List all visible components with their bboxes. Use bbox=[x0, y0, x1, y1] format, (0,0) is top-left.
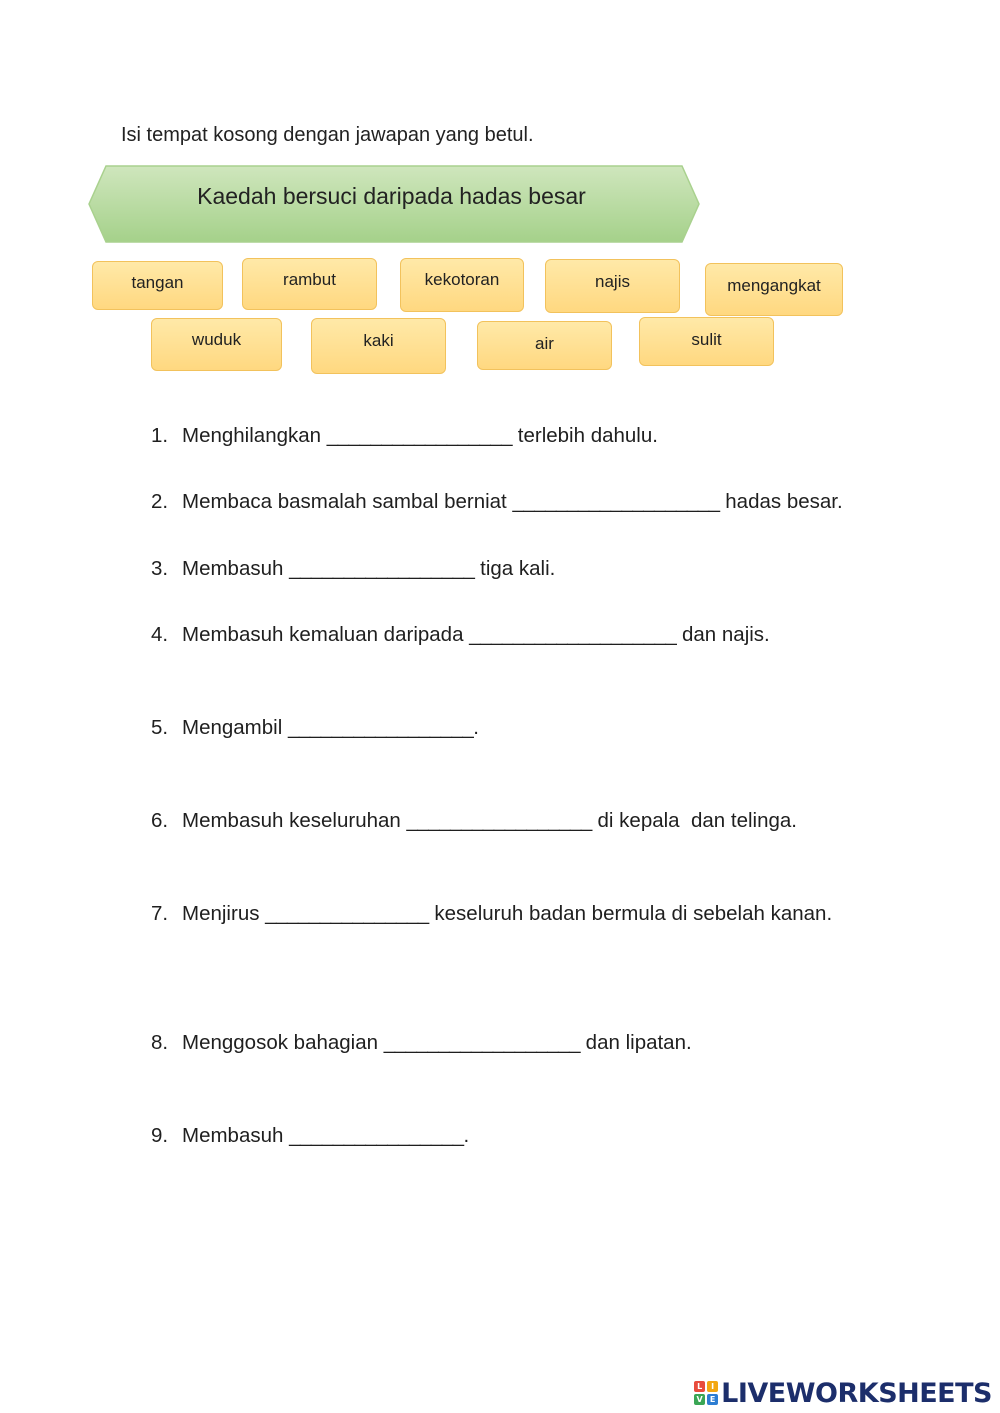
liveworksheets-logo bbox=[694, 1378, 992, 1408]
logo-tile: E bbox=[707, 1394, 718, 1405]
answer-blank[interactable]: _________________ bbox=[289, 557, 475, 580]
question-text-before: Membaca basmalah sambal berniat bbox=[182, 490, 513, 513]
word-chip-sulit[interactable]: sulit bbox=[639, 317, 774, 366]
question-text-before: Membasuh bbox=[182, 1124, 290, 1147]
word-chip-rambut[interactable]: rambut bbox=[242, 258, 377, 310]
question-text-after: tiga kali. bbox=[474, 557, 556, 580]
question-text-before: Menggosok bahagian bbox=[182, 1031, 384, 1054]
question-8 bbox=[151, 1031, 692, 1055]
question-text-after: hadas besar. bbox=[719, 490, 843, 513]
question-9 bbox=[151, 1124, 469, 1148]
liveworksheets-logo-icon bbox=[694, 1381, 718, 1405]
answer-blank[interactable]: ___________________ bbox=[512, 490, 720, 513]
answer-blank[interactable]: ________________ bbox=[289, 1124, 464, 1147]
question-text-after: di kepala dan telinga. bbox=[591, 809, 797, 832]
logo-tile: V bbox=[694, 1394, 705, 1405]
question-number: 9. bbox=[151, 1124, 169, 1147]
logo-tile: L bbox=[694, 1381, 705, 1392]
question-text-after: . bbox=[473, 716, 479, 739]
question-text-after: dan najis. bbox=[676, 623, 770, 646]
question-4 bbox=[151, 623, 770, 647]
question-text-after: . bbox=[463, 1124, 470, 1147]
answer-blank[interactable]: _________________ bbox=[406, 809, 592, 832]
question-number: 7. bbox=[151, 902, 169, 925]
question-number: 5. bbox=[151, 716, 169, 739]
question-text-after: dan lipatan. bbox=[579, 1031, 692, 1054]
question-text-before: Menjirus bbox=[182, 902, 266, 925]
question-text-after: terlebih dahulu. bbox=[512, 424, 658, 447]
word-chip-najis[interactable]: najis bbox=[545, 259, 680, 313]
question-7 bbox=[151, 902, 832, 926]
question-3 bbox=[151, 557, 555, 581]
word-chip-kekotoran[interactable]: kekotoran bbox=[400, 258, 524, 312]
word-chip-kaki[interactable]: kaki bbox=[311, 318, 446, 374]
logo-tile: I bbox=[707, 1381, 718, 1392]
question-2 bbox=[151, 490, 843, 514]
question-number: 3. bbox=[151, 557, 169, 580]
word-chip-air[interactable]: air bbox=[477, 321, 612, 370]
question-number: 6. bbox=[151, 809, 169, 832]
logo-text: LIVEWORKSHEETS bbox=[721, 1377, 992, 1409]
question-text-before: Membasuh keseluruhan bbox=[182, 809, 407, 832]
question-number: 8. bbox=[151, 1031, 169, 1054]
word-chip-tangan[interactable]: tangan bbox=[92, 261, 223, 310]
question-number: 2. bbox=[151, 490, 169, 513]
question-text-before: Membasuh bbox=[182, 557, 290, 580]
question-text-before: Menghilangkan bbox=[182, 424, 327, 447]
answer-blank[interactable]: _________________ bbox=[287, 716, 474, 739]
answer-blank[interactable]: ___________________ bbox=[469, 623, 677, 646]
instruction-text: Isi tempat kosong dengan jawapan yang betul. bbox=[121, 124, 534, 146]
question-5 bbox=[151, 716, 479, 740]
question-text-before: Mengambil bbox=[182, 716, 288, 739]
banner-title: Kaedah bersuci daripada hadas besar bbox=[197, 182, 586, 209]
question-text-after: keseluruh badan bermula di sebelah kanan. bbox=[428, 902, 833, 925]
question-number: 1. bbox=[151, 424, 169, 447]
word-chip-wuduk[interactable]: wuduk bbox=[151, 318, 282, 371]
question-text-before: Membasuh kemaluan daripada bbox=[182, 623, 470, 646]
answer-blank[interactable]: _________________ bbox=[326, 424, 513, 447]
answer-blank[interactable]: _______________ bbox=[265, 902, 429, 925]
question-number: 4. bbox=[151, 623, 169, 646]
title-banner bbox=[88, 165, 700, 243]
question-1 bbox=[151, 424, 658, 448]
answer-blank[interactable]: __________________ bbox=[383, 1031, 580, 1054]
word-chip-mengangkat[interactable]: mengangkat bbox=[705, 263, 843, 316]
question-6 bbox=[151, 809, 797, 833]
